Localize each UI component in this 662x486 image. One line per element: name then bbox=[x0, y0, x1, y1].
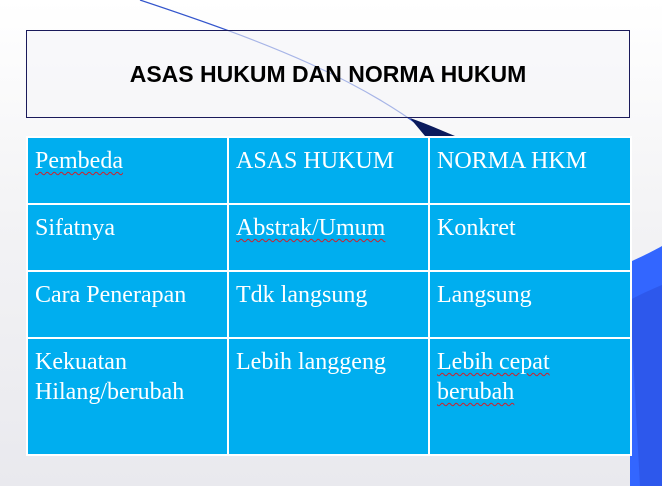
table-header-row bbox=[27, 137, 631, 204]
table-row bbox=[27, 338, 631, 455]
header-asas-hukum: ASAS HUKUM bbox=[236, 148, 395, 174]
header-pembeda: Pembeda bbox=[35, 148, 123, 174]
cell-sifatnya: Sifatnya bbox=[35, 214, 115, 241]
table-cell bbox=[429, 204, 631, 271]
cell-cara-penerapan: Cara Penerapan bbox=[35, 281, 187, 308]
table-cell bbox=[429, 338, 631, 455]
comparison-table bbox=[26, 136, 632, 456]
cell-konkret: Konkret bbox=[437, 214, 516, 241]
navy-swoosh bbox=[410, 118, 455, 136]
header-cell bbox=[27, 137, 228, 204]
cell-lebih-langgeng: Lebih langgeng bbox=[236, 348, 386, 375]
table-row bbox=[27, 271, 631, 338]
table-row bbox=[27, 204, 631, 271]
table-cell bbox=[228, 271, 429, 338]
header-norma-hkm: NORMA HKM bbox=[437, 148, 588, 174]
table-cell bbox=[228, 204, 429, 271]
cell-langsung: Langsung bbox=[437, 281, 532, 308]
cell-kekuatan: Kekuatan Hilang/berubah bbox=[35, 348, 185, 405]
cell-abstrak-umum: Abstrak/Umum bbox=[236, 214, 386, 241]
table-cell bbox=[228, 338, 429, 455]
title-box bbox=[26, 30, 630, 118]
table-cell bbox=[27, 204, 228, 271]
cell-lebih-cepat-berubah: Lebih cepat berubah bbox=[437, 348, 550, 405]
table-cell bbox=[27, 338, 228, 455]
slide-title: ASAS HUKUM DAN NORMA HUKUM bbox=[129, 60, 527, 87]
table-cell bbox=[429, 271, 631, 338]
table-cell bbox=[27, 271, 228, 338]
header-cell bbox=[429, 137, 631, 204]
header-cell bbox=[228, 137, 429, 204]
cell-tdk-langsung: Tdk langsung bbox=[236, 281, 368, 308]
